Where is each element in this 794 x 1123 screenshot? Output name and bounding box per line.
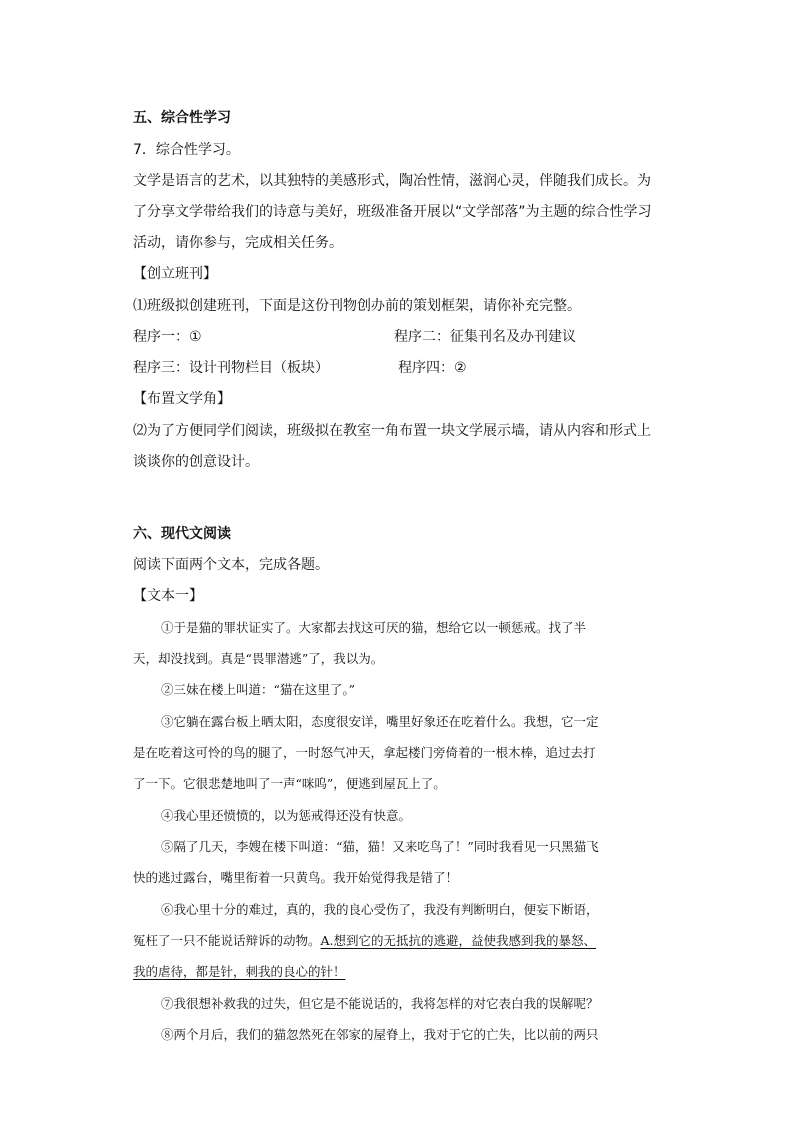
paragraph-3-line-3: 了一下。它很悲楚地叫了一声“咪呜”，便逃到屋瓦上了。 <box>133 776 446 791</box>
paragraph-8-line-1: ⑧两个月后，我们的猫忽然死在邻家的屋脊上，我对于它的亡失，比以前的两只 <box>161 1027 599 1042</box>
intro-line-3: 活动，请你参与，完成相关任务。 <box>133 235 343 251</box>
intro-line-2: 了分享文学带给我们的诗意与美好，班级准备开展以“文学部落”为主题的综合性学习 <box>133 204 652 220</box>
step-3: 程序三：设计刊物栏目（板块） <box>133 360 329 376</box>
task1-question: ⑴班级拟创建班刊，下面是这份刊物创办前的策划框架，请你补充完整。 <box>133 298 581 314</box>
paragraph-1-line-2: 天，却没找到。真是“畏罪潜逃”了，我以为。 <box>133 651 384 666</box>
paragraph-6-line-1: ⑥我心里十分的难过，真的，我的良心受伤了，我没有判断明白，便妄下断语， <box>161 902 599 917</box>
paragraph-5-line-2: 快的逃过露台，嘴里衔着一只黄鸟。我开始觉得我是错了！ <box>133 870 459 885</box>
step-2: 程序二：征集刊名及办刊建议 <box>394 329 576 345</box>
paragraph-3-line-1: ③它躺在露台板上晒太阳，态度很安详，嘴里好象还在吃着什么。我想，它一定 <box>161 714 599 729</box>
reading-instruction: 阅读下面两个文本，完成各题。 <box>133 557 329 573</box>
paragraph-3-line-2: 是在吃着这可怜的鸟的腿了，一时怒气冲天，拿起楼门旁倚着的一根木棒，追过去打 <box>133 745 596 760</box>
paragraph-1-line-1: ①于是猫的罪状证实了。大家都去找这可厌的猫，想给它以一顿惩戒。找了半 <box>161 620 587 635</box>
paragraph-4-line-1: ④我心里还愤愤的，以为惩戒得还没有快意。 <box>161 808 412 823</box>
paragraph-6-plain-text: 冤枉了一只不能说话辩诉的动物。 <box>133 933 321 948</box>
paragraph-7-line-1: ⑦我很想补救我的过失，但它是不能说话的，我将怎样的对它表白我的误解呢？ <box>161 996 599 1011</box>
intro-line-1: 文学是语言的艺术，以其独特的美感形式，陶冶性情，滋润心灵，伴随我们成长。为 <box>133 173 651 189</box>
paragraph-6-line-2 <box>133 931 596 951</box>
section6-heading: 六、现代文阅读 <box>133 526 231 542</box>
paragraph-5-line-1: ⑤隔了几天，李嫂在楼下叫道：“猫，猫！又来吃鸟了！”同时我看见一只黑猫飞 <box>161 839 599 854</box>
task2-question-line-2: 谈谈你的创意设计。 <box>133 454 259 470</box>
question-7-title: 7．综合性学习。 <box>133 142 240 158</box>
sentence-a-underlined: A.想到它的无抵抗的逃避，益使我感到我的暴怒、 <box>320 933 597 948</box>
step-1: 程序一：① <box>133 329 202 345</box>
section5-heading: 五、综合性学习 <box>133 110 231 126</box>
step-4: 程序四：② <box>398 360 467 376</box>
task1-title: 【创立班刊】 <box>133 266 217 282</box>
text1-title: 【文本一】 <box>133 588 203 604</box>
paragraph-6-line-3-underlined: 我的虐待，都是针，刺我的良心的针！ <box>133 964 346 979</box>
task2-title: 【布置文学角】 <box>133 391 231 407</box>
task2-question-line-1: ⑵为了方便同学们阅读，班级拟在教室一角布置一块文学展示墙，请从内容和形式上 <box>133 423 651 439</box>
paragraph-2-line-1: ②三妹在楼上叫道：“猫在这里了。” <box>161 682 356 697</box>
